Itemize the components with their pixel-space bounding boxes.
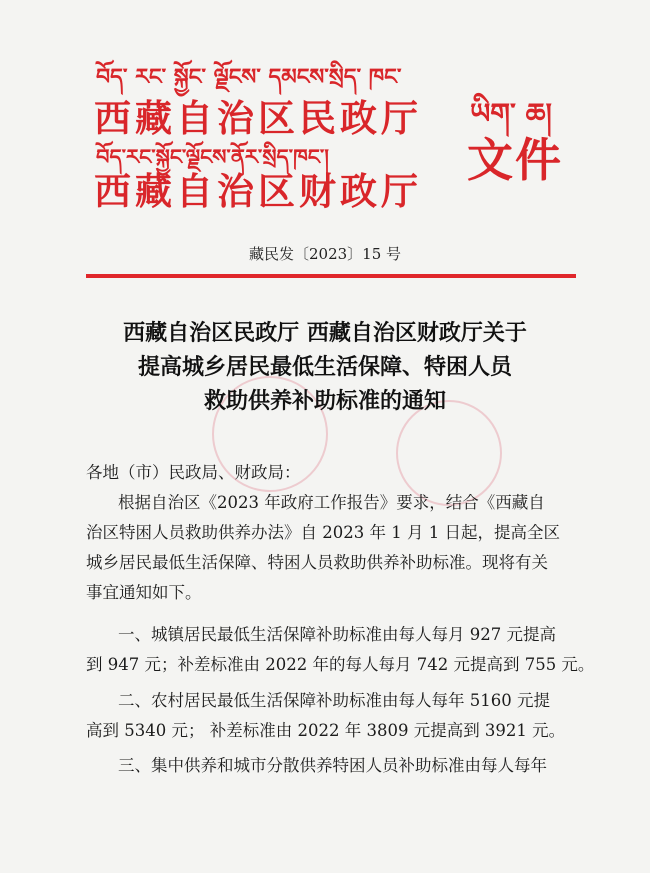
notice-title-line-1: 西藏自治区民政厅 西藏自治区财政厅关于 [123,320,527,346]
issuer-name-1: 西藏自治区民政厅 [94,96,422,140]
tibetan-issuer-line-2: བོད་རང་སྐྱོང་ལྗོངས་ནོར་སྲིད་ཁང་། [96,145,329,169]
paragraph-line: 事宜通知如下。 [86,583,202,602]
red-divider-line [86,274,576,278]
paragraph-line: 高到 5340 元； 补差标准由 2022 年 3809 元提高到 3921 元。 [86,721,566,740]
paragraph-line: 到 947 元；补差标准由 2022 年的每人每月 742 元提高到 755 元。 [86,655,595,674]
tibetan-issuer-line-1: བོད་ རང་ སྐྱོང་ ལྗོངས་ དམངས་སྲིད་ ཁང་ [96,65,402,90]
document-number: 藏民发〔2023〕15 号 [248,245,402,263]
paragraph-line: 城乡居民最低生活保障、特困人员救助供养补助标准。现将有关 [86,553,548,572]
paragraph-line: 二、农村居民最低生活保障补助标准由每人每年 5160 元提 [118,691,550,710]
notice-title-line-3: 救助供养补助标准的通知 [203,388,446,414]
file-label: 文件 [467,133,563,187]
paragraph-line: 根据自治区《2023 年政府工作报告》要求，结合《西藏自 [118,493,545,512]
issuer-name-2: 西藏自治区财政厅 [94,169,422,213]
notice-title-line-2: 提高城乡居民最低生活保障、特困人员 [137,354,512,380]
salutation: 各地（市）民政局、财政局： [86,463,301,482]
tibetan-file-label: ཡིག་ ཆ། [470,97,552,130]
paragraph-line: 三、集中供养和城市分散供养特困人员补助标准由每人每年 [118,756,547,775]
paragraph-line: 治区特困人员救助供养办法》自 2023 年 1 月 1 日起，提高全区 [86,523,560,542]
paragraph-line: 一、城镇居民最低生活保障补助标准由每人每月 927 元提高 [118,625,556,644]
